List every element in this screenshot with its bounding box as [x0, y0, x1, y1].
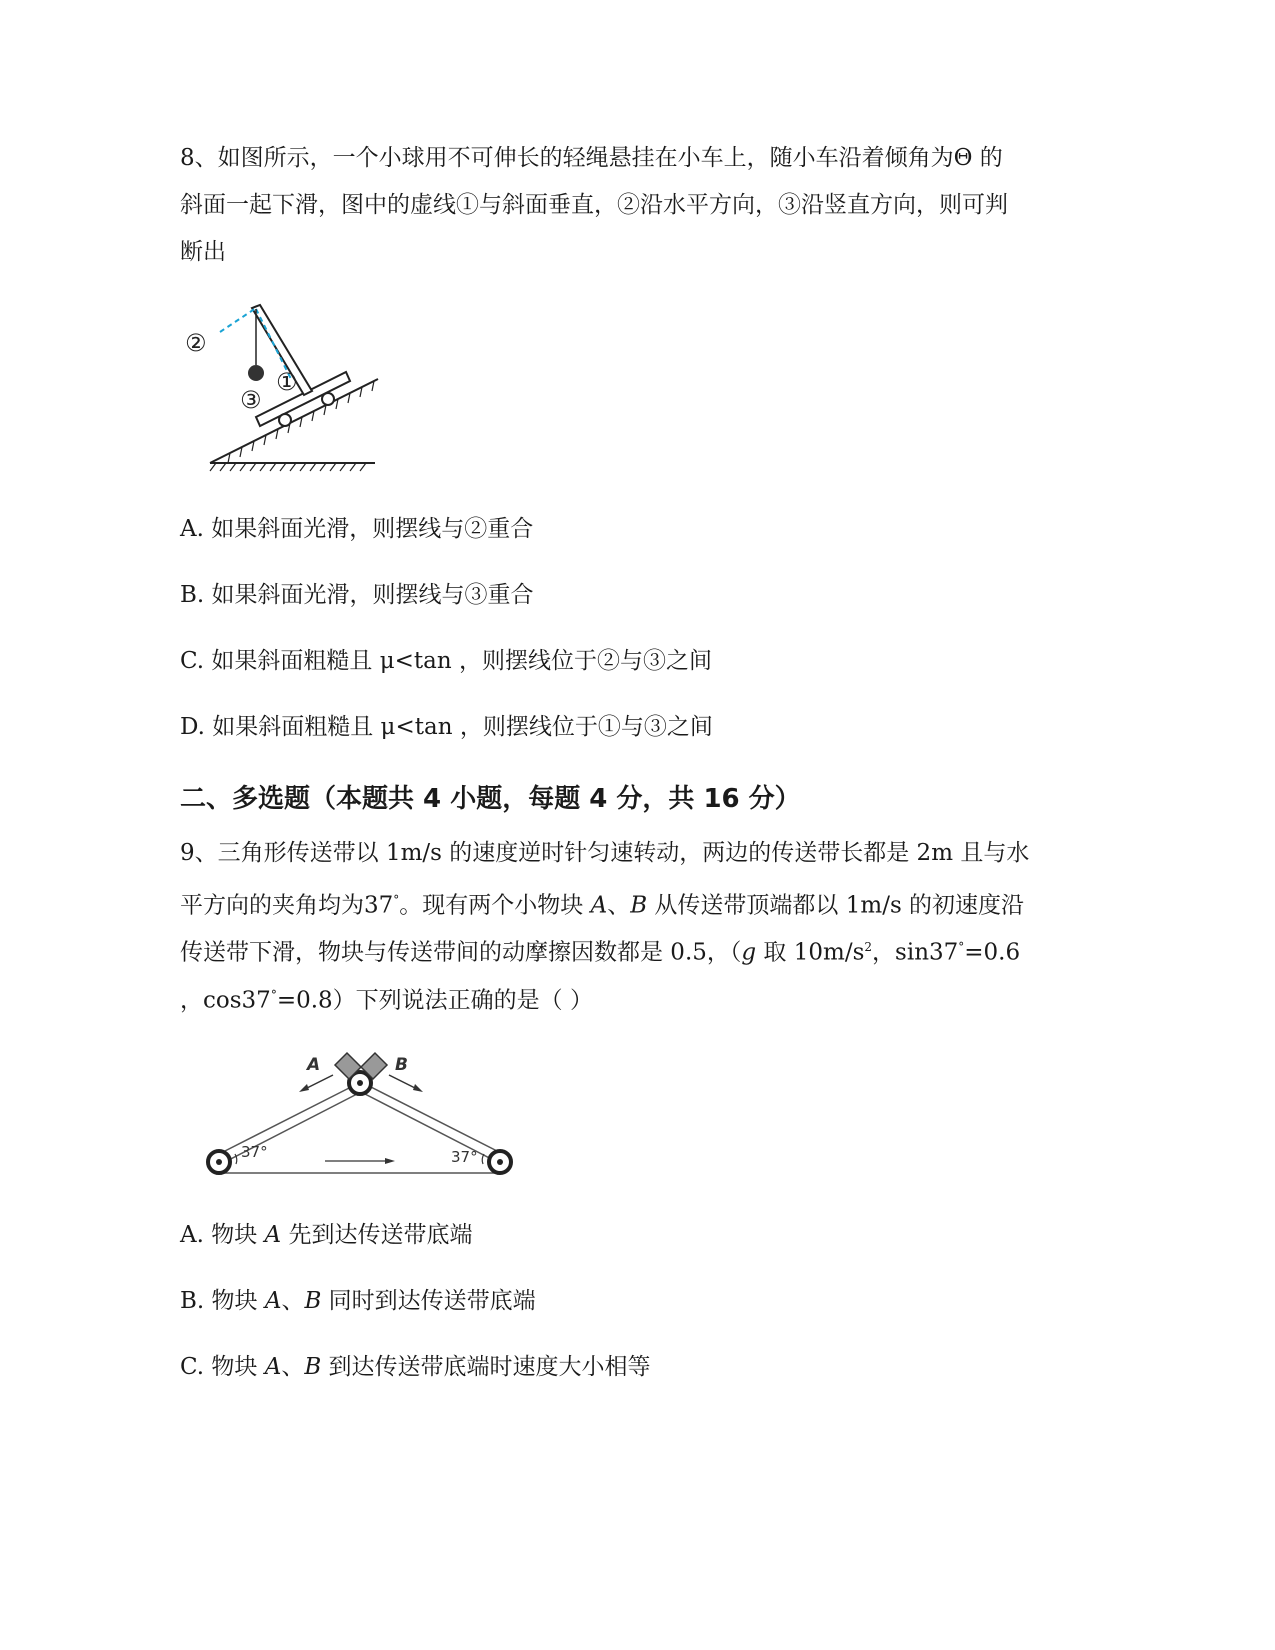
label-perpendicular: ① [276, 368, 298, 396]
right-belt-upper [367, 1085, 501, 1153]
block-a-label: A [264, 1288, 282, 1314]
bottom-arrow-head [385, 1158, 395, 1164]
degree-sign: ° [393, 893, 400, 907]
incline-cart-figure [180, 295, 390, 475]
angle-label-right: 37° [451, 1148, 478, 1166]
q9-stem-line-1: 9、三角形传送带以 1m/s 的速度逆时针匀速转动，两边的传送带长都是 2m 且与水 [180, 840, 1030, 866]
q8-option-a: A. 如果斜面光滑，则摆线与②重合 [180, 516, 534, 542]
block-b-label: B [630, 892, 648, 919]
pendulum-ball [248, 365, 264, 381]
q8-stem-line-1: 8、如图所示，一个小球用不可伸长的轻绳悬挂在小车上，随小车沿着倾角为Θ 的 [180, 145, 1003, 171]
q9-option-a [180, 1220, 472, 1250]
q9-line3-b: 取 10m/s [756, 939, 865, 966]
degree-sign: ° [270, 988, 277, 1002]
q9-line3-d: =0.6 [964, 939, 1021, 966]
q8-stem-line-3: 断出 [180, 239, 226, 265]
q9-option-b-prefix: B. 物块 [180, 1288, 265, 1314]
label-b: B [395, 1055, 408, 1075]
q8-option-d: D. 如果斜面粗糙且 μ<tan ，则摆线位于①与③之间 [180, 714, 713, 740]
q9-line2-sep: 、 [607, 892, 631, 919]
square-exponent: 2 [864, 940, 873, 954]
q9-option-b-text: 同时到达传送带底端 [321, 1288, 536, 1314]
block-a-label: A [264, 1222, 282, 1248]
ground-hatch [210, 463, 366, 471]
q9-stem-line-2 [180, 885, 1024, 921]
block-b-label: B [304, 1288, 322, 1314]
q9-option-c-prefix: C. 物块 [180, 1354, 265, 1380]
q9-line4-b: =0.8）下列说法正确的是（ ） [276, 987, 593, 1014]
q9-line4-a: ，cos37 [180, 987, 271, 1014]
left-belt-lower [219, 1093, 359, 1165]
q9-line2-a: 平方向的夹角均为37 [180, 892, 394, 919]
degree-sign: ° [958, 940, 965, 954]
block-a-label: A [264, 1354, 282, 1380]
horizontal-dashed-line [220, 308, 256, 332]
q9-option-c-text: 到达传送带底端时速度大小相等 [321, 1354, 651, 1380]
q9-option-b [180, 1286, 536, 1316]
angle-label-left: 37° [241, 1143, 268, 1161]
right-belt-lower [363, 1093, 503, 1165]
q9-line2-c: 从传送带顶端都以 1m/s 的初速度沿 [647, 892, 1025, 919]
pulley-right [489, 1151, 511, 1173]
label-vertical: ③ [240, 386, 262, 414]
q9-option-b-sep: 、 [281, 1288, 305, 1314]
block-b-label: B [304, 1354, 322, 1380]
block-a-label: A [590, 892, 608, 919]
q9-option-a-text: 先到达传送带底端 [281, 1222, 473, 1248]
conveyor-triangle-figure [195, 1045, 525, 1185]
section-heading: 二、多选题（本题共 4 小题，每题 4 分，共 16 分） [180, 784, 801, 814]
arrow-b-head [413, 1084, 423, 1092]
q9-stem-line-4 [180, 980, 593, 1016]
q9-stem-line-3 [180, 932, 1020, 968]
q8-option-c: C. 如果斜面粗糙且 μ<tan ，则摆线位于②与③之间 [180, 648, 713, 674]
q9-line3-c: ，sin37 [872, 939, 959, 966]
label-a: A [307, 1055, 321, 1075]
arrow-a-head [299, 1084, 309, 1092]
angle-arc-right [482, 1154, 484, 1164]
q8-stem-line-2: 斜面一起下滑，图中的虚线①与斜面垂直，②沿水平方向，③沿竖直方向，则可判 [180, 192, 1008, 218]
label-horizontal: ② [185, 329, 207, 357]
cart-wheel-front [322, 393, 334, 405]
q9-option-c-sep: 、 [281, 1354, 305, 1380]
cart-wheel-rear [279, 414, 291, 426]
q9-line3-a: 传送带下滑，物块与传送带间的动摩擦因数都是 0.5，（ [180, 939, 742, 966]
q9-option-c [180, 1352, 651, 1382]
q8-option-b: B. 如果斜面光滑，则摆线与③重合 [180, 582, 534, 608]
q9-line2-b: 。现有两个小物块 [399, 892, 591, 919]
q9-option-a-prefix: A. 物块 [180, 1222, 265, 1248]
pulley-left [208, 1151, 230, 1173]
gravity-symbol: g [741, 939, 757, 966]
